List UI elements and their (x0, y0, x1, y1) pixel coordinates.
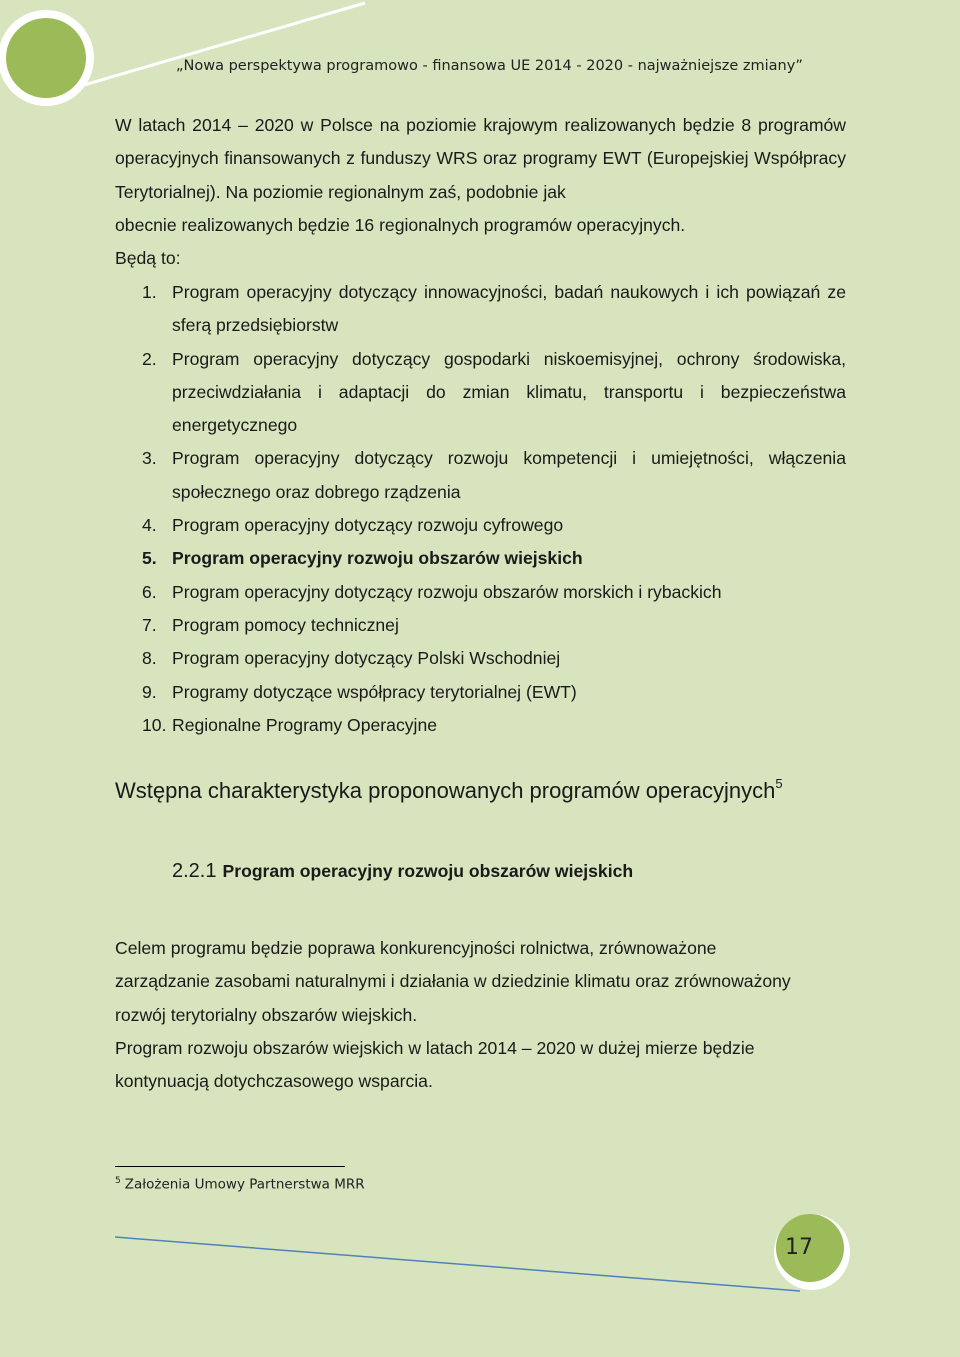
list-number: 4. (142, 515, 157, 536)
running-header: „Nowa perspektywa programowo - finansowa UE 2014 - 2020 - najważniejsze zmiany” (176, 58, 803, 74)
list-item (115, 276, 846, 343)
list-number: 6. (142, 581, 157, 602)
list-item (115, 642, 846, 675)
list-text: Program operacyjny dotyczący rozwoju obszarów morskich i rybackich (172, 581, 722, 602)
list-text: Regionalne Programy Operacyjne (172, 714, 438, 735)
body-text (115, 932, 846, 1098)
section-heading (115, 778, 783, 804)
header-decor-line (60, 3, 365, 92)
list-number: 2. (142, 348, 157, 369)
list-text: Program operacyjny dotyczący rozwoju kompetencji i umiejętności, włączenia społecznego oraz dobrego rządzenia (172, 448, 846, 502)
list-number: 1. (142, 282, 157, 302)
list-item (115, 676, 846, 709)
list-item (115, 542, 846, 575)
list-number: 7. (142, 614, 157, 635)
page-number: 17 (785, 1235, 813, 1260)
programs-list (115, 276, 846, 742)
list-text: Program operacyjny dotyczący gospodarki niskoemisyjnej, ochrony środowiska, przeciwdziałania i adaptacji do zmian klimatu, transportu i bezpieczeństwa energetycznego (172, 348, 846, 436)
intro-text-tail: obecnie realizowanych będzie 16 regionalnych programów operacyjnych. (115, 214, 686, 235)
list-text: Program pomocy technicznej (172, 614, 399, 635)
list-item (115, 343, 846, 443)
list-number: 10. (142, 714, 167, 735)
footnote-text: Założenia Umowy Partnerstwa MRR (124, 1176, 365, 1193)
list-text: Program operacyjny rozwoju obszarów wiejskich (172, 548, 583, 569)
intro-text: W latach 2014 – 2020 w Polsce na poziomie krajowym realizowanych będzie 8 programów operacyjnych finansowanych z funduszy WRS oraz programy EWT (Europejskiej Współpracy Terytorialnej). Na poziomie regionalnym zaś, podobnie jak (115, 115, 846, 202)
list-text: Program operacyjny dotyczący Polski Wschodniej (172, 648, 561, 669)
body-paragraph: Celem programu będzie poprawa konkurencyjności rolnictwa, zrównoważone zarządzanie zasobami naturalnymi i działania w dziedzinie klimatu oraz zrównoważony rozwój terytorialny obszarów wiejskich. (115, 938, 791, 1025)
list-text: Program operacyjny dotyczący innowacyjności, badań naukowych i ich powiązań ze sferą przedsiębiorstw (172, 282, 846, 336)
list-item (115, 442, 846, 509)
footnote-mark: 5 (115, 1176, 121, 1186)
intro-paragraph (115, 109, 846, 242)
list-text: Program operacyjny dotyczący rozwoju cyfrowego (172, 515, 564, 536)
list-text: Programy dotyczące współpracy terytorialnej (EWT) (172, 681, 577, 702)
list-lead: Będą to: (115, 248, 181, 268)
subsection-heading (172, 860, 633, 883)
list-number: 8. (142, 648, 157, 669)
footnote-separator (115, 1166, 345, 1167)
header-decor-circle (6, 18, 86, 98)
list-number: 9. (142, 681, 157, 702)
footer-decor-line (115, 1237, 800, 1291)
subsection-number: 2.2.1 (172, 860, 217, 882)
list-item (115, 609, 846, 642)
list-item (115, 709, 846, 742)
list-number: 5. (142, 548, 157, 569)
body-paragraph: Program rozwoju obszarów wiejskich w latach 2014 – 2020 w dużej mierze będzie kontynuacją dotychczasowego wsparcia. (115, 1037, 755, 1092)
footnote (115, 1176, 365, 1193)
section-heading-text: Wstępna charakterystyka proponowanych programów operacyjnych (115, 778, 776, 803)
subsection-title: Program operacyjny rozwoju obszarów wiejskich (222, 861, 634, 881)
list-item (115, 509, 846, 542)
footnote-reference[interactable]: 5 (775, 776, 783, 791)
list-item (115, 576, 846, 609)
list-number: 3. (142, 448, 157, 469)
